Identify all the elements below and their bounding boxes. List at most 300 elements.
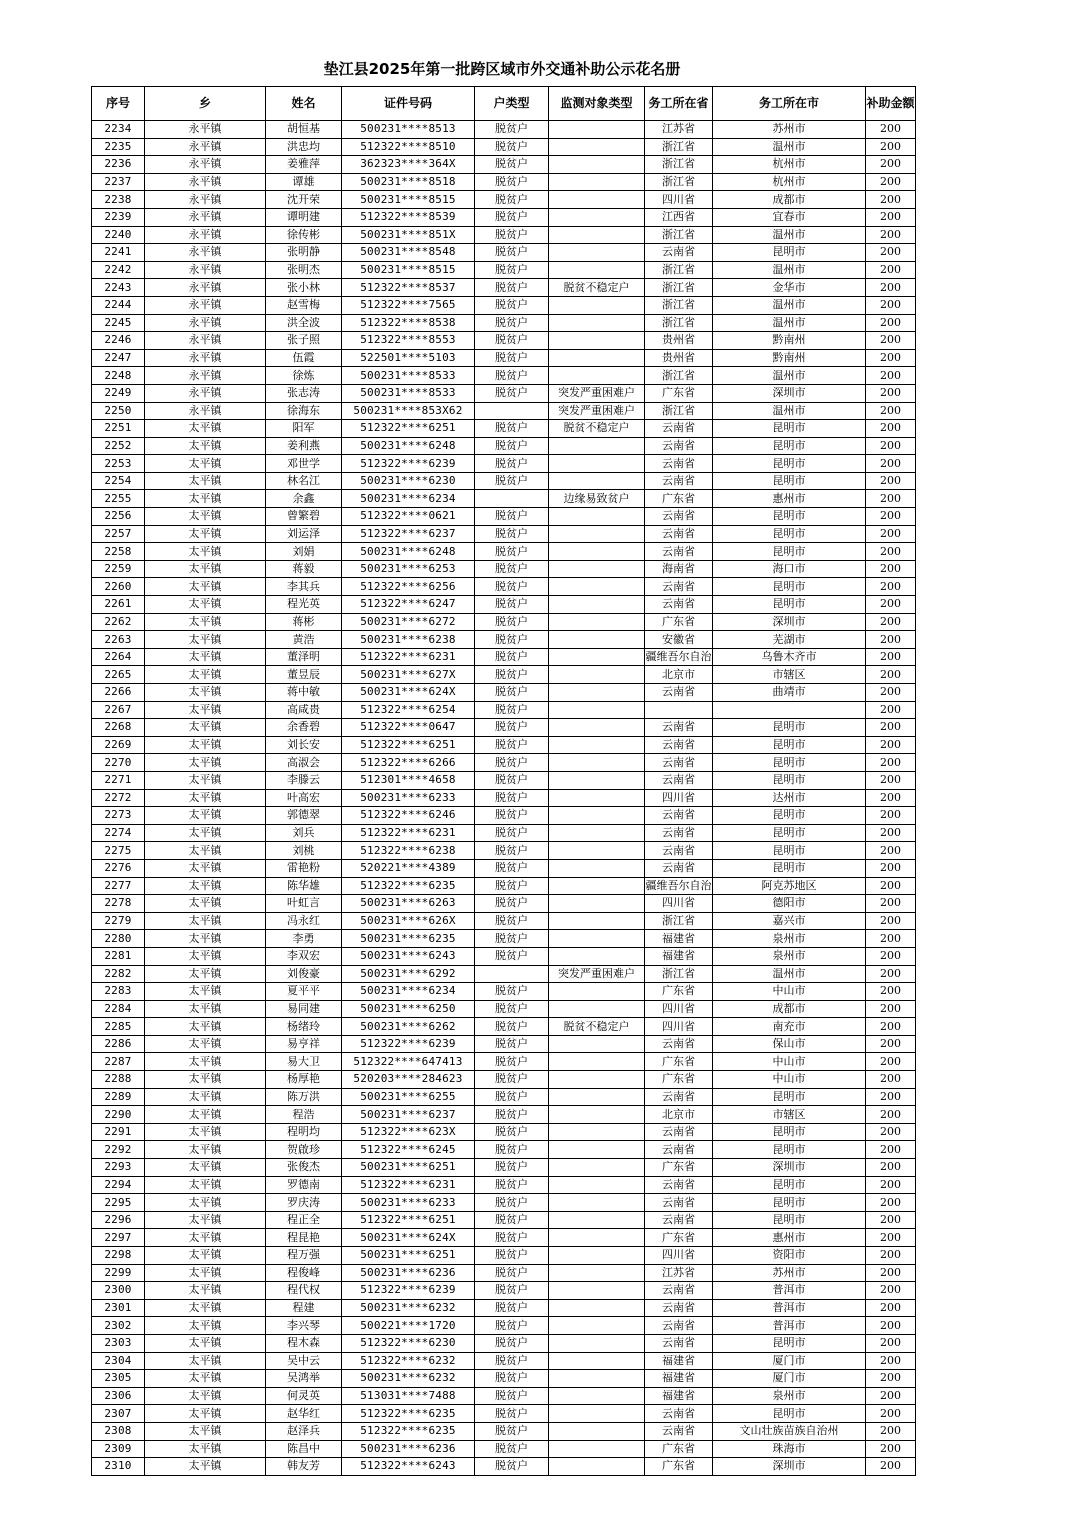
seq-cell: 2249	[92, 384, 145, 402]
township-cell: 太平镇	[145, 754, 266, 772]
monitor-type-cell	[549, 1370, 645, 1388]
id-number-cell: 512322****647413	[342, 1053, 475, 1071]
id-number-cell: 362323****364X	[342, 156, 475, 174]
subsidy-cell: 200	[866, 771, 916, 789]
name-cell: 张志涛	[266, 384, 342, 402]
township-cell: 太平镇	[145, 1159, 266, 1177]
township-cell: 太平镇	[145, 789, 266, 807]
work-city-cell: 昆明市	[713, 472, 866, 490]
monitor-type-cell	[549, 736, 645, 754]
name-cell: 洪忠均	[266, 138, 342, 156]
household-type-cell: 脱贫户	[475, 455, 549, 473]
table-row	[92, 560, 916, 578]
household-type-cell: 脱贫户	[475, 842, 549, 860]
monitor-type-cell	[549, 807, 645, 825]
seq-cell: 2253	[92, 455, 145, 473]
table-row	[92, 1405, 916, 1423]
id-number-cell: 500231****6237	[342, 1106, 475, 1124]
household-type-cell: 脱贫户	[475, 1352, 549, 1370]
name-cell: 程万强	[266, 1247, 342, 1265]
id-number-cell: 500231****6233	[342, 789, 475, 807]
id-number-cell: 512322****6235	[342, 877, 475, 895]
subsidy-cell: 200	[866, 226, 916, 244]
work-city-cell: 宜春市	[713, 208, 866, 226]
township-cell: 永平镇	[145, 349, 266, 367]
name-cell: 高淑会	[266, 754, 342, 772]
subsidy-cell: 200	[866, 332, 916, 350]
monitor-type-cell	[549, 349, 645, 367]
seq-cell: 2308	[92, 1422, 145, 1440]
roster-table	[91, 86, 916, 1476]
subsidy-cell: 200	[866, 877, 916, 895]
work-province-cell: 广东省	[645, 384, 713, 402]
household-type-cell: 脱贫户	[475, 1088, 549, 1106]
subsidy-cell: 200	[866, 490, 916, 508]
monitor-type-cell	[549, 947, 645, 965]
name-cell: 何灵英	[266, 1387, 342, 1405]
household-type-cell: 脱贫户	[475, 349, 549, 367]
work-province-cell: 四川省	[645, 895, 713, 913]
subsidy-cell: 200	[866, 701, 916, 719]
name-cell: 余鑫	[266, 490, 342, 508]
work-city-cell: 温州市	[713, 226, 866, 244]
work-province-cell: 云南省	[645, 578, 713, 596]
work-province-cell: 四川省	[645, 191, 713, 209]
work-city-cell: 厦门市	[713, 1352, 866, 1370]
id-number-cell: 512322****6231	[342, 824, 475, 842]
household-type-cell: 脱贫户	[475, 121, 549, 139]
work-city-cell: 昆明市	[713, 455, 866, 473]
work-province-cell: 云南省	[645, 420, 713, 438]
monitor-type-cell	[549, 525, 645, 543]
seq-cell: 2251	[92, 420, 145, 438]
work-province-cell: 浙江省	[645, 279, 713, 297]
id-number-cell: 500231****6272	[342, 613, 475, 631]
township-cell: 太平镇	[145, 666, 266, 684]
work-province-cell: 浙江省	[645, 296, 713, 314]
work-city-cell: 中山市	[713, 983, 866, 1001]
work-city-cell: 温州市	[713, 261, 866, 279]
work-province-cell: 云南省	[645, 1123, 713, 1141]
household-type-cell: 脱贫户	[475, 596, 549, 614]
work-province-cell: 云南省	[645, 842, 713, 860]
monitor-type-cell	[549, 1422, 645, 1440]
subsidy-cell: 200	[866, 279, 916, 297]
seq-cell: 2263	[92, 631, 145, 649]
work-city-cell: 深圳市	[713, 384, 866, 402]
township-cell: 太平镇	[145, 1440, 266, 1458]
subsidy-cell: 200	[866, 947, 916, 965]
monitor-type-cell	[549, 1264, 645, 1282]
work-province-cell: 浙江省	[645, 314, 713, 332]
monitor-type-cell	[549, 613, 645, 631]
name-cell: 李其兵	[266, 578, 342, 596]
work-city-cell: 惠州市	[713, 1229, 866, 1247]
work-city-cell: 南充市	[713, 1018, 866, 1036]
name-cell: 刘桃	[266, 842, 342, 860]
work-province-cell: 广东省	[645, 983, 713, 1001]
household-type-cell: 脱贫户	[475, 1458, 549, 1476]
monitor-type-cell	[549, 648, 645, 666]
work-province-cell: 云南省	[645, 736, 713, 754]
id-number-cell: 500231****6230	[342, 472, 475, 490]
name-cell: 程浩	[266, 1106, 342, 1124]
work-city-cell: 深圳市	[713, 613, 866, 631]
subsidy-cell: 200	[866, 754, 916, 772]
work-city-cell: 珠海市	[713, 1440, 866, 1458]
seq-cell: 2235	[92, 138, 145, 156]
monitor-type-cell	[549, 859, 645, 877]
subsidy-cell: 200	[866, 1176, 916, 1194]
table-row	[92, 578, 916, 596]
work-province-cell: 云南省	[645, 525, 713, 543]
id-number-cell: 500231****6236	[342, 1264, 475, 1282]
work-province-cell: 云南省	[645, 508, 713, 526]
table-row	[92, 1247, 916, 1265]
monitor-type-cell	[549, 719, 645, 737]
table-row	[92, 1088, 916, 1106]
monitor-type-cell	[549, 1334, 645, 1352]
township-cell: 太平镇	[145, 648, 266, 666]
township-cell: 太平镇	[145, 631, 266, 649]
name-cell: 刘俊豪	[266, 965, 342, 983]
seq-cell: 2307	[92, 1405, 145, 1423]
monitor-type-cell	[549, 1387, 645, 1405]
seq-cell: 2277	[92, 877, 145, 895]
work-province-cell: 广东省	[645, 1440, 713, 1458]
table-row	[92, 1440, 916, 1458]
header-subsidy: 补助金额	[866, 87, 916, 121]
work-province-cell: 贵州省	[645, 349, 713, 367]
township-cell: 永平镇	[145, 296, 266, 314]
header-work-province: 务工所在省	[645, 87, 713, 121]
table-row	[92, 1458, 916, 1476]
household-type-cell: 脱贫户	[475, 631, 549, 649]
seq-cell: 2242	[92, 261, 145, 279]
table-row	[92, 859, 916, 877]
name-cell: 程正全	[266, 1211, 342, 1229]
id-number-cell: 500231****6236	[342, 1440, 475, 1458]
work-province-cell: 浙江省	[645, 156, 713, 174]
subsidy-cell: 200	[866, 895, 916, 913]
household-type-cell: 脱贫户	[475, 560, 549, 578]
monitor-type-cell	[549, 1106, 645, 1124]
township-cell: 太平镇	[145, 736, 266, 754]
subsidy-cell: 200	[866, 1141, 916, 1159]
name-cell: 董泽明	[266, 648, 342, 666]
work-province-cell: 海南省	[645, 560, 713, 578]
name-cell: 雷艳粉	[266, 859, 342, 877]
work-city-cell: 昆明市	[713, 1141, 866, 1159]
id-number-cell: 512322****6237	[342, 525, 475, 543]
name-cell: 董昱辰	[266, 666, 342, 684]
name-cell: 杨厚艳	[266, 1071, 342, 1089]
work-province-cell: 广东省	[645, 1229, 713, 1247]
household-type-cell: 脱贫户	[475, 930, 549, 948]
work-province-cell: 云南省	[645, 807, 713, 825]
subsidy-cell: 200	[866, 349, 916, 367]
subsidy-cell: 200	[866, 684, 916, 702]
work-province-cell: 云南省	[645, 472, 713, 490]
township-cell: 太平镇	[145, 490, 266, 508]
seq-cell: 2285	[92, 1018, 145, 1036]
township-cell: 永平镇	[145, 261, 266, 279]
monitor-type-cell	[549, 472, 645, 490]
subsidy-cell: 200	[866, 1422, 916, 1440]
work-city-cell: 海口市	[713, 560, 866, 578]
name-cell: 谭雄	[266, 173, 342, 191]
id-number-cell: 512322****0621	[342, 508, 475, 526]
household-type-cell: 脱贫户	[475, 244, 549, 262]
subsidy-cell: 200	[866, 930, 916, 948]
household-type-cell	[475, 402, 549, 420]
table-row	[92, 1071, 916, 1089]
monitor-type-cell: 脱贫不稳定户	[549, 279, 645, 297]
seq-cell: 2245	[92, 314, 145, 332]
seq-cell: 2257	[92, 525, 145, 543]
seq-cell: 2309	[92, 1440, 145, 1458]
id-number-cell: 512322****6238	[342, 842, 475, 860]
work-city-cell: 普洱市	[713, 1282, 866, 1300]
id-number-cell: 500231****6233	[342, 1194, 475, 1212]
work-province-cell: 江西省	[645, 208, 713, 226]
monitor-type-cell	[549, 508, 645, 526]
seq-cell: 2246	[92, 332, 145, 350]
household-type-cell: 脱贫户	[475, 226, 549, 244]
monitor-type-cell	[549, 1317, 645, 1335]
monitor-type-cell	[549, 455, 645, 473]
work-city-cell: 文山壮族苗族自治州	[713, 1422, 866, 1440]
township-cell: 太平镇	[145, 1123, 266, 1141]
seq-cell: 2280	[92, 930, 145, 948]
subsidy-cell: 200	[866, 420, 916, 438]
work-province-cell: 云南省	[645, 596, 713, 614]
seq-cell: 2304	[92, 1352, 145, 1370]
township-cell: 太平镇	[145, 437, 266, 455]
household-type-cell: 脱贫户	[475, 947, 549, 965]
subsidy-cell: 200	[866, 367, 916, 385]
work-city-cell: 温州市	[713, 296, 866, 314]
monitor-type-cell	[549, 138, 645, 156]
name-cell: 吴鸿举	[266, 1370, 342, 1388]
work-province-cell: 福建省	[645, 1352, 713, 1370]
subsidy-cell: 200	[866, 1229, 916, 1247]
subsidy-cell: 200	[866, 508, 916, 526]
id-number-cell: 500231****624X	[342, 1229, 475, 1247]
work-province-cell: 浙江省	[645, 173, 713, 191]
seq-cell: 2247	[92, 349, 145, 367]
monitor-type-cell: 突发严重困难户	[549, 965, 645, 983]
id-number-cell: 500221****1720	[342, 1317, 475, 1335]
table-row	[92, 367, 916, 385]
work-province-cell: 广东省	[645, 1053, 713, 1071]
id-number-cell: 500231****624X	[342, 684, 475, 702]
household-type-cell: 脱贫户	[475, 138, 549, 156]
work-city-cell: 中山市	[713, 1053, 866, 1071]
seq-cell: 2238	[92, 191, 145, 209]
subsidy-cell: 200	[866, 1370, 916, 1388]
id-number-cell: 500231****8513	[342, 121, 475, 139]
work-city-cell: 昆明市	[713, 807, 866, 825]
seq-cell: 2262	[92, 613, 145, 631]
subsidy-cell: 200	[866, 736, 916, 754]
monitor-type-cell	[549, 578, 645, 596]
monitor-type-cell	[549, 226, 645, 244]
township-cell: 永平镇	[145, 367, 266, 385]
header-row	[92, 87, 916, 121]
work-city-cell: 成都市	[713, 191, 866, 209]
township-cell: 永平镇	[145, 173, 266, 191]
name-cell: 韩友芳	[266, 1458, 342, 1476]
monitor-type-cell	[549, 1282, 645, 1300]
household-type-cell: 脱贫户	[475, 208, 549, 226]
monitor-type-cell	[549, 930, 645, 948]
household-type-cell: 脱贫户	[475, 613, 549, 631]
township-cell: 永平镇	[145, 244, 266, 262]
work-province-cell: 浙江省	[645, 226, 713, 244]
household-type-cell: 脱贫户	[475, 1035, 549, 1053]
work-city-cell: 普洱市	[713, 1299, 866, 1317]
table-row	[92, 1229, 916, 1247]
table-row	[92, 1352, 916, 1370]
seq-cell: 2282	[92, 965, 145, 983]
work-province-cell: 云南省	[645, 1035, 713, 1053]
name-cell: 易亨祥	[266, 1035, 342, 1053]
household-type-cell: 脱贫户	[475, 1018, 549, 1036]
table-row	[92, 789, 916, 807]
township-cell: 太平镇	[145, 771, 266, 789]
seq-cell: 2254	[92, 472, 145, 490]
name-cell: 张明杰	[266, 261, 342, 279]
work-city-cell: 昆明市	[713, 1088, 866, 1106]
work-city-cell: 昆明市	[713, 508, 866, 526]
subsidy-cell: 200	[866, 1159, 916, 1177]
table-row	[92, 1317, 916, 1335]
work-city-cell: 昆明市	[713, 1123, 866, 1141]
work-city-cell: 阿克苏地区	[713, 877, 866, 895]
subsidy-cell: 200	[866, 1211, 916, 1229]
table-row	[92, 314, 916, 332]
seq-cell: 2303	[92, 1334, 145, 1352]
work-province-cell: 云南省	[645, 1282, 713, 1300]
name-cell: 徐炼	[266, 367, 342, 385]
table-row	[92, 1018, 916, 1036]
work-city-cell: 苏州市	[713, 1264, 866, 1282]
seq-cell: 2270	[92, 754, 145, 772]
seq-cell: 2266	[92, 684, 145, 702]
name-cell: 蒋彬	[266, 613, 342, 631]
name-cell: 赵雪梅	[266, 296, 342, 314]
table-body	[92, 121, 916, 1476]
township-cell: 太平镇	[145, 472, 266, 490]
id-number-cell: 500231****8515	[342, 191, 475, 209]
table-row	[92, 208, 916, 226]
household-type-cell: 脱贫户	[475, 420, 549, 438]
monitor-type-cell	[549, 1071, 645, 1089]
township-cell: 太平镇	[145, 525, 266, 543]
work-city-cell: 厦门市	[713, 1370, 866, 1388]
name-cell: 赵泽兵	[266, 1422, 342, 1440]
monitor-type-cell	[549, 877, 645, 895]
subsidy-cell: 200	[866, 1035, 916, 1053]
subsidy-cell: 200	[866, 842, 916, 860]
subsidy-cell: 200	[866, 719, 916, 737]
monitor-type-cell	[549, 121, 645, 139]
township-cell: 太平镇	[145, 1229, 266, 1247]
work-province-cell: 云南省	[645, 437, 713, 455]
monitor-type-cell	[549, 156, 645, 174]
table-row	[92, 895, 916, 913]
township-cell: 永平镇	[145, 191, 266, 209]
id-number-cell: 500231****626X	[342, 912, 475, 930]
subsidy-cell: 200	[866, 1352, 916, 1370]
subsidy-cell: 200	[866, 173, 916, 191]
subsidy-cell: 200	[866, 261, 916, 279]
table-row	[92, 1035, 916, 1053]
seq-cell: 2261	[92, 596, 145, 614]
work-city-cell: 昆明市	[713, 754, 866, 772]
township-cell: 太平镇	[145, 1422, 266, 1440]
seq-cell: 2252	[92, 437, 145, 455]
id-number-cell: 512322****6256	[342, 578, 475, 596]
id-number-cell: 500231****6251	[342, 1159, 475, 1177]
household-type-cell	[475, 490, 549, 508]
work-province-cell: 云南省	[645, 1405, 713, 1423]
township-cell: 永平镇	[145, 208, 266, 226]
household-type-cell: 脱贫户	[475, 1370, 549, 1388]
household-type-cell: 脱贫户	[475, 543, 549, 561]
seq-cell: 2265	[92, 666, 145, 684]
subsidy-cell: 200	[866, 1387, 916, 1405]
name-cell: 徐海东	[266, 402, 342, 420]
seq-cell: 2244	[92, 296, 145, 314]
township-cell: 永平镇	[145, 156, 266, 174]
table-row	[92, 754, 916, 772]
work-province-cell: 云南省	[645, 1299, 713, 1317]
household-type-cell: 脱贫户	[475, 1159, 549, 1177]
work-city-cell: 昆明市	[713, 842, 866, 860]
work-city-cell: 黔南州	[713, 349, 866, 367]
monitor-type-cell	[549, 1088, 645, 1106]
monitor-type-cell	[549, 543, 645, 561]
household-type-cell: 脱贫户	[475, 578, 549, 596]
township-cell: 太平镇	[145, 1352, 266, 1370]
household-type-cell: 脱贫户	[475, 1194, 549, 1212]
work-province-cell	[645, 701, 713, 719]
table-row	[92, 1106, 916, 1124]
household-type-cell: 脱贫户	[475, 736, 549, 754]
name-cell: 程昆艳	[266, 1229, 342, 1247]
work-city-cell: 保山市	[713, 1035, 866, 1053]
work-province-cell: 云南省	[645, 1334, 713, 1352]
work-province-cell: 云南省	[645, 1176, 713, 1194]
seq-cell: 2250	[92, 402, 145, 420]
name-cell: 程木森	[266, 1334, 342, 1352]
work-province-cell: 安徽省	[645, 631, 713, 649]
name-cell: 程俊峰	[266, 1264, 342, 1282]
seq-cell: 2299	[92, 1264, 145, 1282]
table-row	[92, 384, 916, 402]
township-cell: 太平镇	[145, 1299, 266, 1317]
seq-cell: 2248	[92, 367, 145, 385]
household-type-cell: 脱贫户	[475, 1123, 549, 1141]
name-cell: 杨绪玲	[266, 1018, 342, 1036]
monitor-type-cell	[549, 296, 645, 314]
household-type-cell: 脱贫户	[475, 1071, 549, 1089]
name-cell: 冯永红	[266, 912, 342, 930]
work-city-cell: 嘉兴市	[713, 912, 866, 930]
work-province-cell: 云南省	[645, 244, 713, 262]
